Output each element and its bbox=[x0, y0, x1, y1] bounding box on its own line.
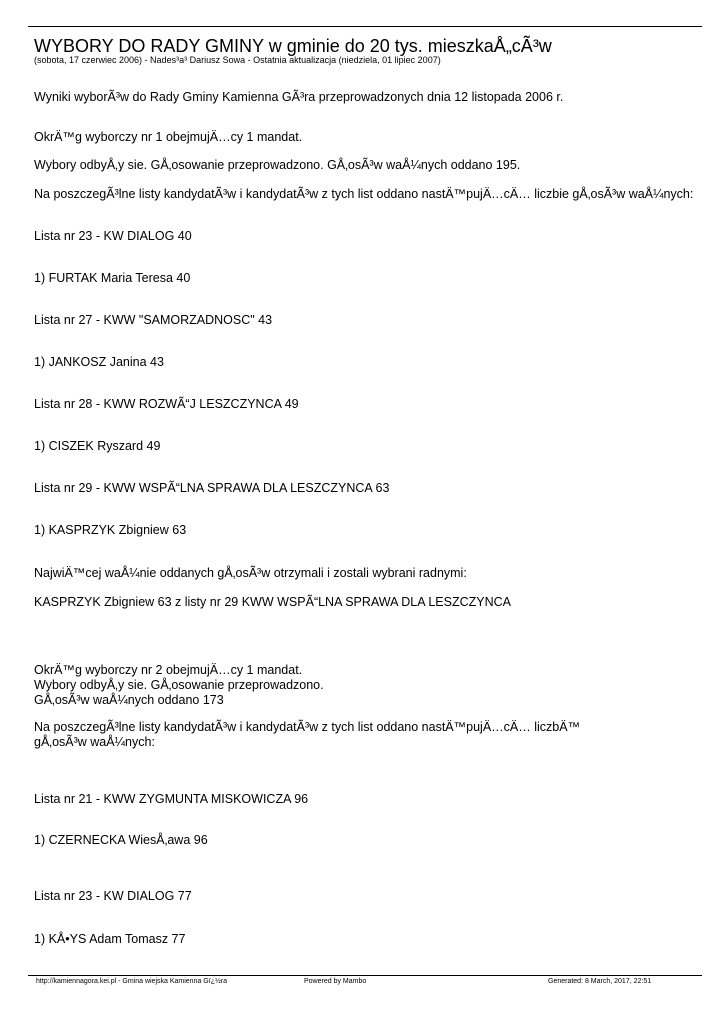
district1-list-27: Lista nr 27 - KWW "SAMORZADNOSC" 43 bbox=[34, 313, 273, 327]
district1-candidate-jankosz: 1) JANKOSZ Janina 43 bbox=[34, 355, 164, 369]
district2-valid-votes: GÅ‚osÃ³w waÅ¼nych oddano 173 bbox=[34, 693, 224, 707]
district2-lists-intro-cont: gÅ‚osÃ³w waÅ¼nych: bbox=[34, 735, 155, 749]
district2-candidate-klys: 1) KÅ•YS Adam Tomasz 77 bbox=[34, 932, 186, 946]
footer-generated: Generated: 8 March, 2017, 22:51 bbox=[548, 978, 652, 985]
district1-candidate-kasprzyk: 1) KASPRZYK Zbigniew 63 bbox=[34, 523, 187, 537]
district2-candidate-czernecka: 1) CZERNECKA WiesÅ‚awa 96 bbox=[34, 833, 208, 847]
header-rule bbox=[28, 26, 702, 27]
intro-paragraph: Wyniki wyborÃ³w do Rady Gminy Kamienna GÃ³ra przeprowadzonych dnia 12 listopada 2006 r. bbox=[34, 90, 564, 104]
district1-winners-intro: NajwiÄ™cej waÅ¼nie oddanych gÅ‚osÃ³w otrzymali i zostali wybrani radnymi: bbox=[34, 566, 467, 580]
district1-heading: OkrÄ™g wyborczy nr 1 obejmujÄ…cy 1 mandat. bbox=[34, 130, 303, 144]
district2-held: Wybory odbyÅ‚y sie. GÅ‚osowanie przeprowadzono. bbox=[34, 678, 324, 692]
district1-turnout: Wybory odbyÅ‚y sie. GÅ‚osowanie przeprowadzono. GÅ‚osÃ³w waÅ¼nych oddano 195. bbox=[34, 158, 521, 172]
district2-list-21: Lista nr 21 - KWW ZYGMUNTA MISKOWICZA 96 bbox=[34, 792, 309, 806]
district1-list-29: Lista nr 29 - KWW WSPÃ“LNA SPRAWA DLA LESZCZYNCA 63 bbox=[34, 481, 390, 495]
footer-rule bbox=[28, 975, 702, 976]
article-meta: (sobota, 17 czerwiec 2006) - Nades³a³ Dariusz Sowa - Ostatnia aktualizacja (niedziela, 01 lipiec 2007) bbox=[34, 55, 441, 65]
district2-heading: OkrÄ™g wyborczy nr 2 obejmujÄ…cy 1 mandat. bbox=[34, 663, 303, 677]
district1-lists-intro: Na poszczegÃ³lne listy kandydatÃ³w i kandydatÃ³w z tych list oddano nastÄ™pujÄ…cÄ… liczbie gÅ‚osÃ³w waÅ¼nych: bbox=[34, 187, 694, 201]
footer-site-link[interactable]: http://kamiennagora.kei.pl - Gmina wiejska Kamienna Gï¿½ra bbox=[36, 978, 228, 985]
district1-list-23: Lista nr 23 - KW DIALOG 40 bbox=[34, 229, 192, 243]
district1-candidate-ciszek: 1) CISZEK Ryszard 49 bbox=[34, 439, 161, 453]
district1-list-28: Lista nr 28 - KWW ROZWÃ“J LESZCZYNCA 49 bbox=[34, 397, 299, 411]
district1-candidate-furtak: 1) FURTAK Maria Teresa 40 bbox=[34, 271, 191, 285]
footer-powered-by: Powered by Mambo bbox=[304, 978, 367, 985]
district2-lists-intro: Na poszczegÃ³lne listy kandydatÃ³w i kandydatÃ³w z tych list oddano nastÄ™pujÄ…cÄ… liczbÄ™ bbox=[34, 720, 581, 734]
page-title: WYBORY DO RADY GMINY w gminie do 20 tys. mieszkaÅ„cÃ³w bbox=[34, 36, 552, 56]
district1-winner: KASPRZYK Zbigniew 63 z listy nr 29 KWW WSPÃ“LNA SPRAWA DLA LESZCZYNCA bbox=[34, 595, 511, 609]
district2-list-23: Lista nr 23 - KW DIALOG 77 bbox=[34, 889, 192, 903]
